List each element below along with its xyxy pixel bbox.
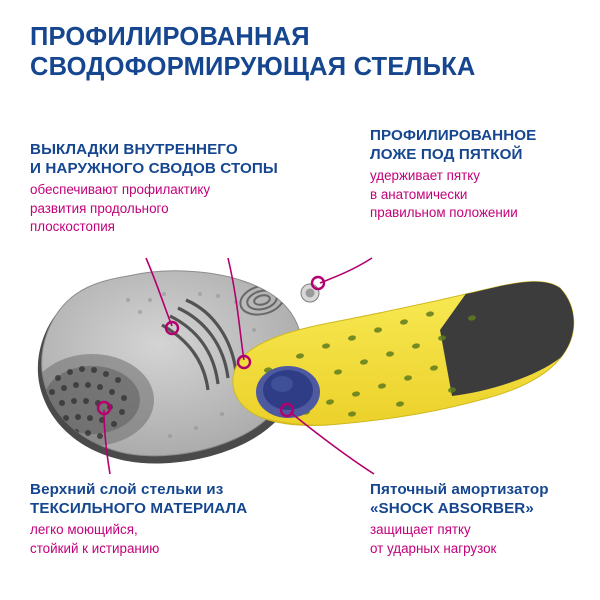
- callout-heel-bed: [370, 126, 595, 223]
- right-insole-yellow: [233, 280, 578, 430]
- callout-top-layer-heading: [30, 480, 340, 518]
- callout-shock-absorber-heading: [370, 480, 598, 518]
- callout-arch-heading-line-1: ВЫКЛАДКИ ВНУТРЕННЕГО: [30, 141, 238, 158]
- callout-heel-bed-heading-line-1: ПРОФИЛИРОВАННОЕ: [370, 127, 537, 144]
- page-title-line-2: СВОДОФОРМИРУЮЩАЯ СТЕЛЬКА: [30, 53, 476, 81]
- callout-heel-bed-heading-line-2: ЛОЖЕ ПОД ПЯТКОЙ: [370, 146, 523, 163]
- callout-arch-heading-line-2: И НАРУЖНОГО СВОДОВ СТОПЫ: [30, 160, 278, 177]
- callout-top-layer: [30, 480, 340, 558]
- callout-shock-absorber: [370, 480, 598, 558]
- leader-lines: [104, 258, 374, 474]
- callout-top-layer-body-line-2: стойкий к истиранию: [30, 540, 160, 556]
- callout-top-layer-heading-line-2: ТЕКСИЛЬНОГО МАТЕРИАЛА: [30, 500, 248, 517]
- callout-shock-absorber-heading-line-2: «SHOCK ABSORBER»: [370, 500, 534, 517]
- callout-arch-body-line-3: плоскостопия: [30, 219, 115, 234]
- brand-badge: [301, 284, 319, 302]
- callout-shock-absorber-heading-line-1: Пяточный амортизатор: [370, 481, 549, 498]
- callout-top-layer-heading-line-1: Верхний слой стельки из: [30, 481, 224, 498]
- callout-arch-heading: [30, 140, 345, 178]
- callout-heel-bed-heading: [370, 126, 595, 164]
- callout-arch-body-line-1: обеспечивают профилактику: [30, 182, 211, 197]
- callout-arch-supports: [30, 140, 345, 237]
- callout-arch-body-line-2: развития продольного: [30, 200, 169, 216]
- callout-arch-body: [30, 181, 345, 237]
- leader-dots: [98, 277, 324, 416]
- page-title: [30, 22, 575, 82]
- page-title-line-1: ПРОФИЛИРОВАННАЯ: [30, 23, 310, 51]
- shock-absorber-disc: [256, 366, 320, 418]
- callout-top-layer-body: [30, 521, 340, 558]
- callout-heel-bed-body: [370, 167, 595, 223]
- callout-top-layer-body-line-1: легко моющийся,: [30, 522, 138, 537]
- callout-shock-absorber-body-line-2: от ударных нагрузок: [370, 540, 497, 556]
- callout-heel-bed-body-line-2: в анатомически: [370, 186, 468, 202]
- callout-heel-bed-body-line-3: правильном положении: [370, 205, 518, 220]
- callout-heel-bed-body-line-1: удерживает пятку: [370, 168, 481, 183]
- callout-shock-absorber-body: [370, 521, 598, 558]
- left-insole-gray: [30, 271, 319, 464]
- callout-shock-absorber-body-line-1: защищает пятку: [370, 522, 471, 537]
